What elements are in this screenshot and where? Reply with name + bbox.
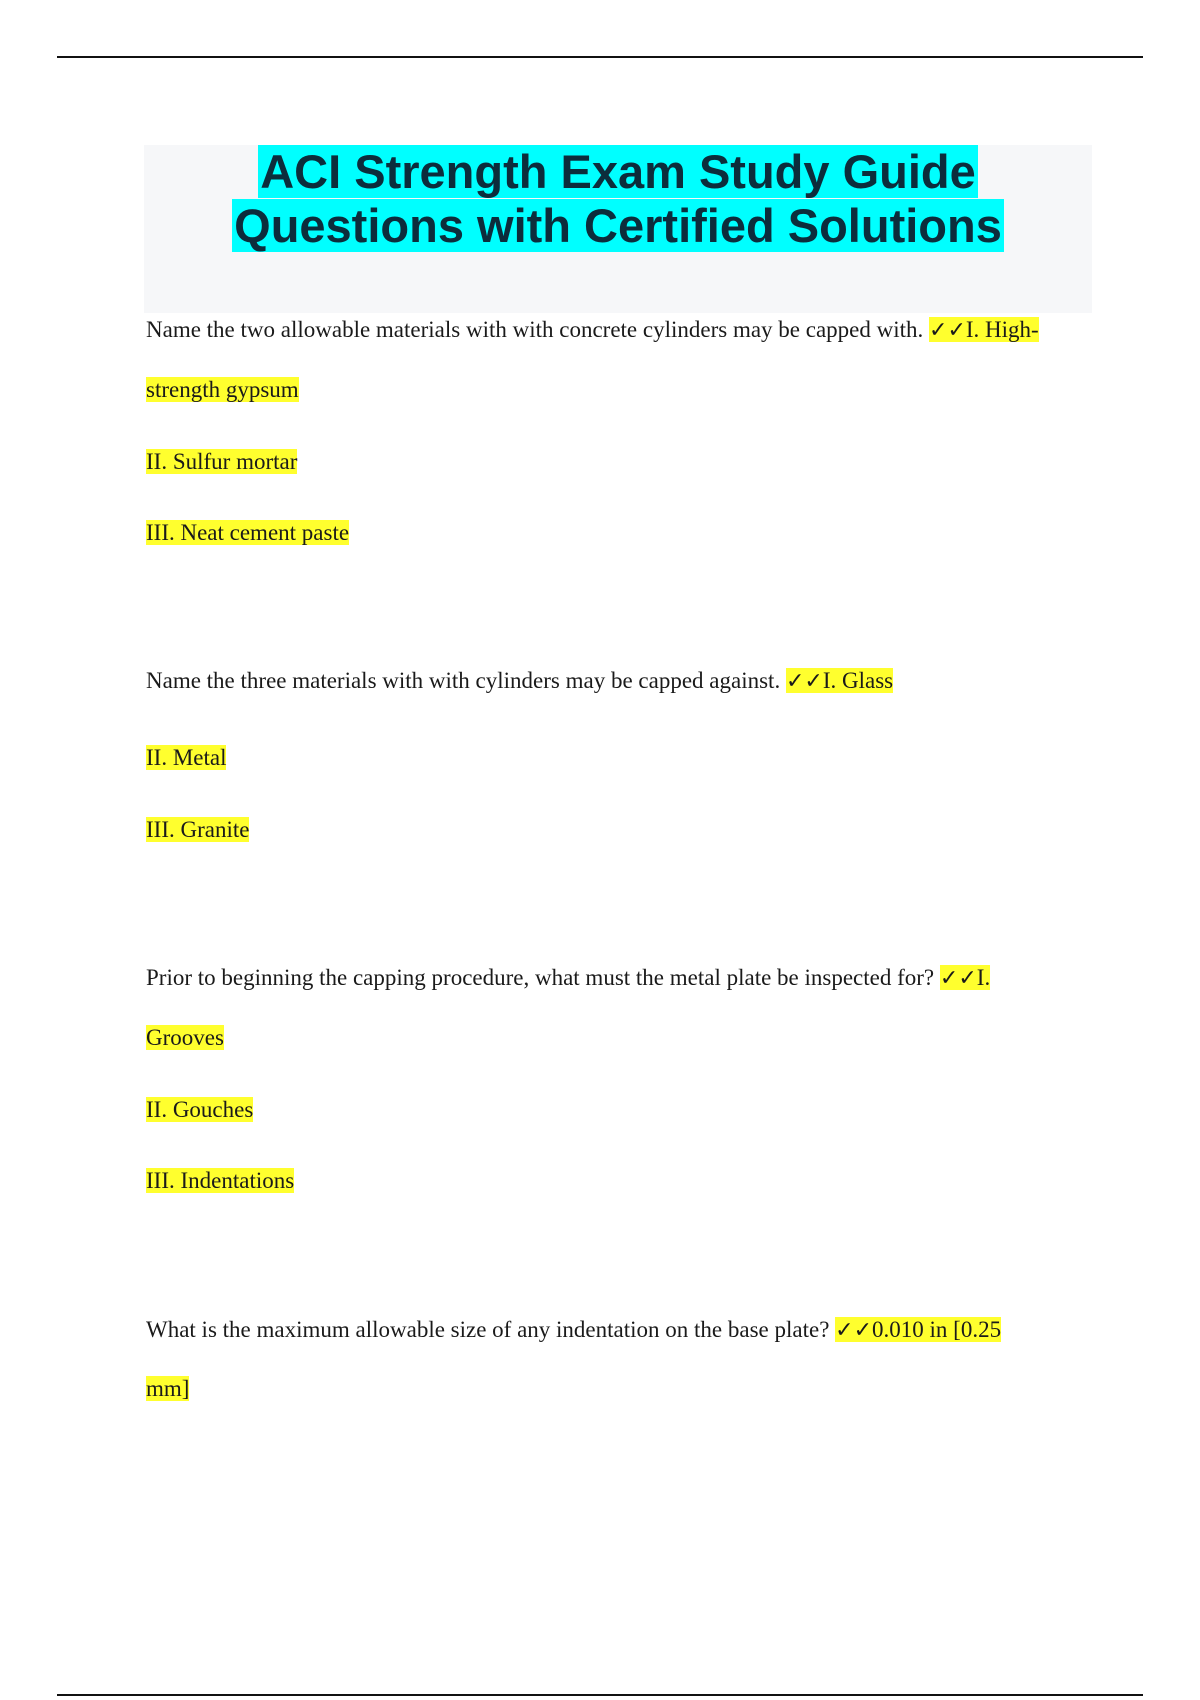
question-2 (146, 666, 893, 697)
checkmark-icon: ✓✓ (835, 1318, 873, 1343)
answer-1-line-3: III. Neat cement paste (146, 520, 350, 545)
question-4-text: What is the maximum allowable size of any indentation on the base plate? (146, 1317, 830, 1342)
answer-1-item-2 (146, 447, 297, 477)
answer-2-line-1: I. Glass (822, 668, 894, 693)
answer-4-highlight (835, 1317, 1001, 1342)
answer-2-line-2: II. Metal (146, 745, 227, 770)
answer-2-item-3 (146, 815, 249, 845)
answer-4-line-1: 0.010 in [0.25 (872, 1317, 1002, 1342)
question-1-text: Name the two allowable materials with with concrete cylinders may be capped with. (146, 317, 924, 342)
answer-2-highlight (786, 668, 893, 693)
title-line-1: ACI Strength Exam Study Guide (260, 145, 976, 198)
checkmark-icon: ✓✓ (785, 669, 823, 694)
answer-1-line-2: II. Sulfur mortar (146, 449, 298, 474)
answer-1-item-3 (146, 518, 349, 548)
checkmark-icon: ✓✓ (929, 318, 966, 343)
answer-3-line-1-cont: Grooves (146, 1025, 224, 1050)
answer-1-cont (146, 375, 299, 405)
answer-4-line-1-cont: mm] (146, 1376, 190, 1401)
answer-3-item-2 (146, 1095, 253, 1125)
answer-1-highlight (929, 317, 1039, 342)
footer-rule (57, 1694, 1143, 1696)
answer-4-cont (146, 1374, 189, 1404)
header-rule (57, 56, 1143, 58)
question-4 (146, 1315, 1001, 1346)
title-line-2: Questions with Certified Solutions (234, 199, 1002, 252)
answer-3-cont (146, 1023, 224, 1053)
answer-1-line-1-cont: strength gypsum (146, 377, 299, 402)
question-2-text: Name the three materials with with cylinders may be capped against. (146, 668, 781, 693)
answer-3-item-3 (146, 1166, 294, 1196)
question-1 (146, 315, 1039, 346)
answer-3-line-3: III. Indentations (146, 1168, 295, 1193)
answer-3-line-2: II. Gouches (146, 1097, 254, 1122)
answer-3-highlight (940, 965, 990, 990)
answer-2-item-2 (146, 743, 226, 773)
answer-2-line-3: III. Granite (146, 817, 250, 842)
checkmark-icon: ✓✓ (939, 966, 977, 991)
answer-3-line-1: I. (976, 965, 991, 990)
question-3-text: Prior to beginning the capping procedure, what must the metal plate be inspected for? (146, 965, 935, 990)
title-block (144, 145, 1092, 313)
answer-1-line-1: I. High- (965, 317, 1039, 342)
question-3 (146, 963, 990, 994)
